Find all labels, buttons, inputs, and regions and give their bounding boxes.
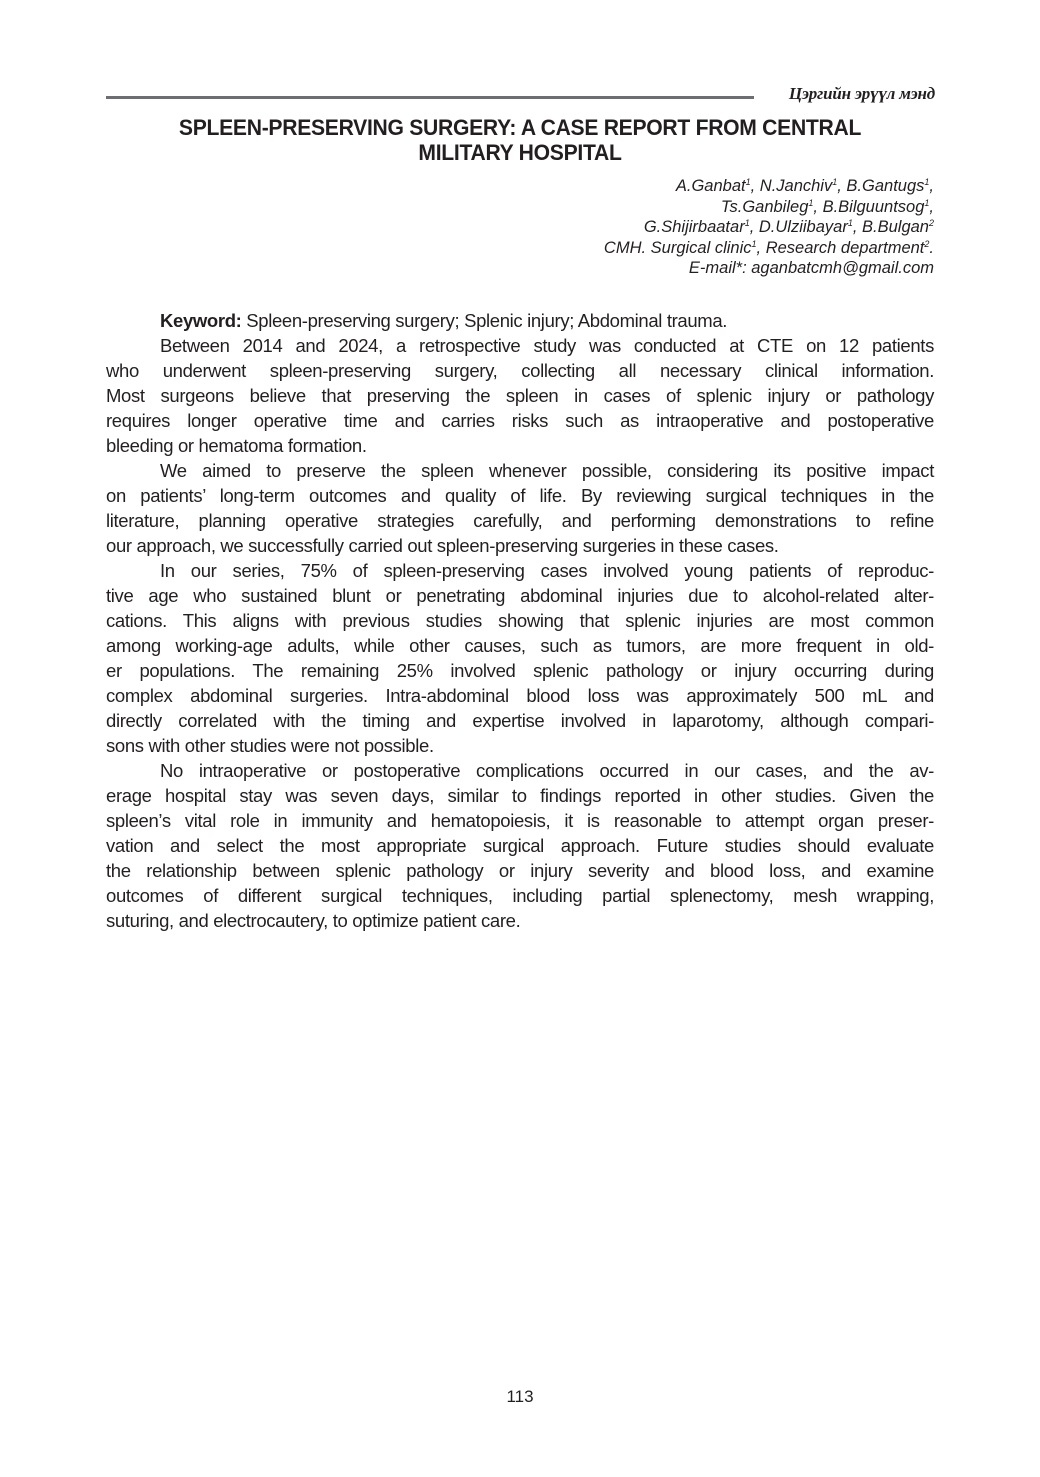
author-name: Ts.Ganbileg bbox=[720, 197, 809, 216]
text-line: directly correlated with the timing and expertise involved in laparotomy, although compari- bbox=[106, 710, 934, 731]
author-name: A.Ganbat bbox=[675, 177, 746, 195]
paragraph-1 bbox=[106, 333, 934, 458]
author-separator: , bbox=[813, 197, 823, 216]
author-separator: , bbox=[852, 218, 863, 236]
text-line: literature, planning operative strategies carefully, and performing demonstrations to refine bbox=[106, 510, 934, 531]
author-separator: , bbox=[929, 197, 934, 216]
text-line: In our series, 75% of spleen-preserving cases involved young patients of reproduc- bbox=[160, 560, 934, 581]
affiliation-clinic: CMH. Surgical clinic bbox=[603, 238, 752, 257]
affiliation-mark: 1 bbox=[832, 177, 838, 187]
affiliation-separator: , bbox=[756, 238, 766, 257]
author-block bbox=[604, 176, 934, 279]
affiliation-mark: 1 bbox=[751, 238, 757, 249]
email-line: E-mail*: aganbatcmh@gmail.com bbox=[688, 259, 934, 277]
journal-name: Цэргийн эрүүл мэнд bbox=[788, 84, 935, 103]
text-line: sons with other studies were not possible. bbox=[106, 735, 434, 756]
affiliation-mark: 2 bbox=[924, 238, 930, 249]
author-line bbox=[604, 197, 934, 218]
text-line: tive age who sustained blunt or penetrating abdominal injuries due to alcohol-related alter- bbox=[106, 585, 934, 606]
affiliation-mark: 2 bbox=[928, 218, 934, 228]
author-name: B.Gantugs bbox=[846, 177, 925, 195]
author-name: B.Bulgan bbox=[862, 218, 929, 236]
text-line: Most surgeons believe that preserving the spleen in cases of splenic injury or pathology bbox=[106, 385, 934, 406]
page-number: 113 bbox=[506, 1387, 534, 1406]
text-line: We aimed to preserve the spleen whenever possible, considering its positive impact bbox=[160, 460, 934, 481]
text-line: outcomes of different surgical techniques, including partial splenectomy, mesh wrapping, bbox=[106, 885, 934, 906]
affiliation-mark: 1 bbox=[808, 197, 814, 208]
text-line: No intraoperative or postoperative complications occurred in our cases, and the av- bbox=[160, 760, 934, 781]
author-name: N.Janchiv bbox=[759, 177, 833, 195]
text-line: cations. This aligns with previous studies showing that splenic injuries are most common bbox=[106, 610, 934, 631]
keyword-list: Spleen-preserving surgery; Splenic injury; Abdominal trauma. bbox=[241, 310, 728, 331]
affiliation-mark: 1 bbox=[847, 218, 853, 228]
author-separator: , bbox=[749, 218, 759, 236]
text-line: among working-age adults, while other causes, such as tumors, are more frequent in old- bbox=[106, 635, 934, 656]
affiliation-research: Research department bbox=[765, 238, 925, 257]
text-line: requires longer operative time and carries risks such as intraoperative and postoperative bbox=[106, 410, 934, 431]
header-rule bbox=[106, 96, 754, 99]
author-separator: , bbox=[929, 177, 934, 195]
author-line bbox=[604, 176, 934, 197]
article-title bbox=[123, 115, 918, 165]
affiliations-line bbox=[604, 238, 934, 259]
affiliation-mark: 1 bbox=[924, 197, 930, 208]
keyword-line bbox=[106, 308, 934, 333]
affiliation-mark: 1 bbox=[924, 177, 930, 187]
text-line: bleeding or hematoma formation. bbox=[106, 435, 367, 456]
affiliation-end: . bbox=[929, 238, 934, 257]
paragraph-4 bbox=[106, 758, 934, 933]
text-line: suturing, and electrocautery, to optimize patient care. bbox=[106, 910, 521, 931]
article-body bbox=[106, 308, 934, 933]
affiliation-mark: 1 bbox=[745, 177, 751, 187]
text-line: the relationship between splenic pathology or injury severity and blood loss, and examine bbox=[106, 860, 934, 881]
paragraph-3 bbox=[106, 558, 934, 758]
text-line: er populations. The remaining 25% involved splenic pathology or injury occurring during bbox=[106, 660, 934, 681]
text-line: Between 2014 and 2024, a retrospective study was conducted at CTE on 12 patients bbox=[160, 335, 934, 356]
text-line: our approach, we successfully carried out spleen-preserving surgeries in these cases. bbox=[106, 535, 779, 556]
author-name: B.Bilguuntsog bbox=[822, 197, 925, 216]
text-line: vation and select the most appropriate surgical approach. Future studies should evaluate bbox=[106, 835, 934, 856]
text-line: spleen’s vital role in immunity and hematopoiesis, it is reasonable to attempt organ preser- bbox=[106, 810, 934, 831]
affiliation-mark: 1 bbox=[744, 218, 750, 228]
author-name: D.Ulziibayar bbox=[758, 218, 848, 236]
text-line: on patients’ long-term outcomes and quality of life. By reviewing surgical techniques in the bbox=[106, 485, 934, 506]
paragraph-2 bbox=[106, 458, 934, 558]
text-line: erage hospital stay was seven days, similar to findings reported in other studies. Given the bbox=[106, 785, 934, 806]
author-name: G.Shijirbaatar bbox=[643, 218, 745, 236]
author-separator: , bbox=[837, 177, 847, 195]
article-title-line-2: MILITARY HOSPITAL bbox=[418, 140, 622, 165]
author-separator: , bbox=[750, 177, 760, 195]
text-line: who underwent spleen-preserving surgery, collecting all necessary clinical information. bbox=[106, 360, 934, 381]
article-title-line-1: SPLEEN-PRESERVING SURGERY: A CASE REPORT FROM CENTRAL bbox=[178, 115, 862, 140]
author-line bbox=[604, 217, 934, 238]
keyword-label: Keyword: bbox=[160, 310, 242, 331]
text-line: complex abdominal surgeries. Intra-abdominal blood loss was approximately 500 mL and bbox=[106, 685, 934, 706]
